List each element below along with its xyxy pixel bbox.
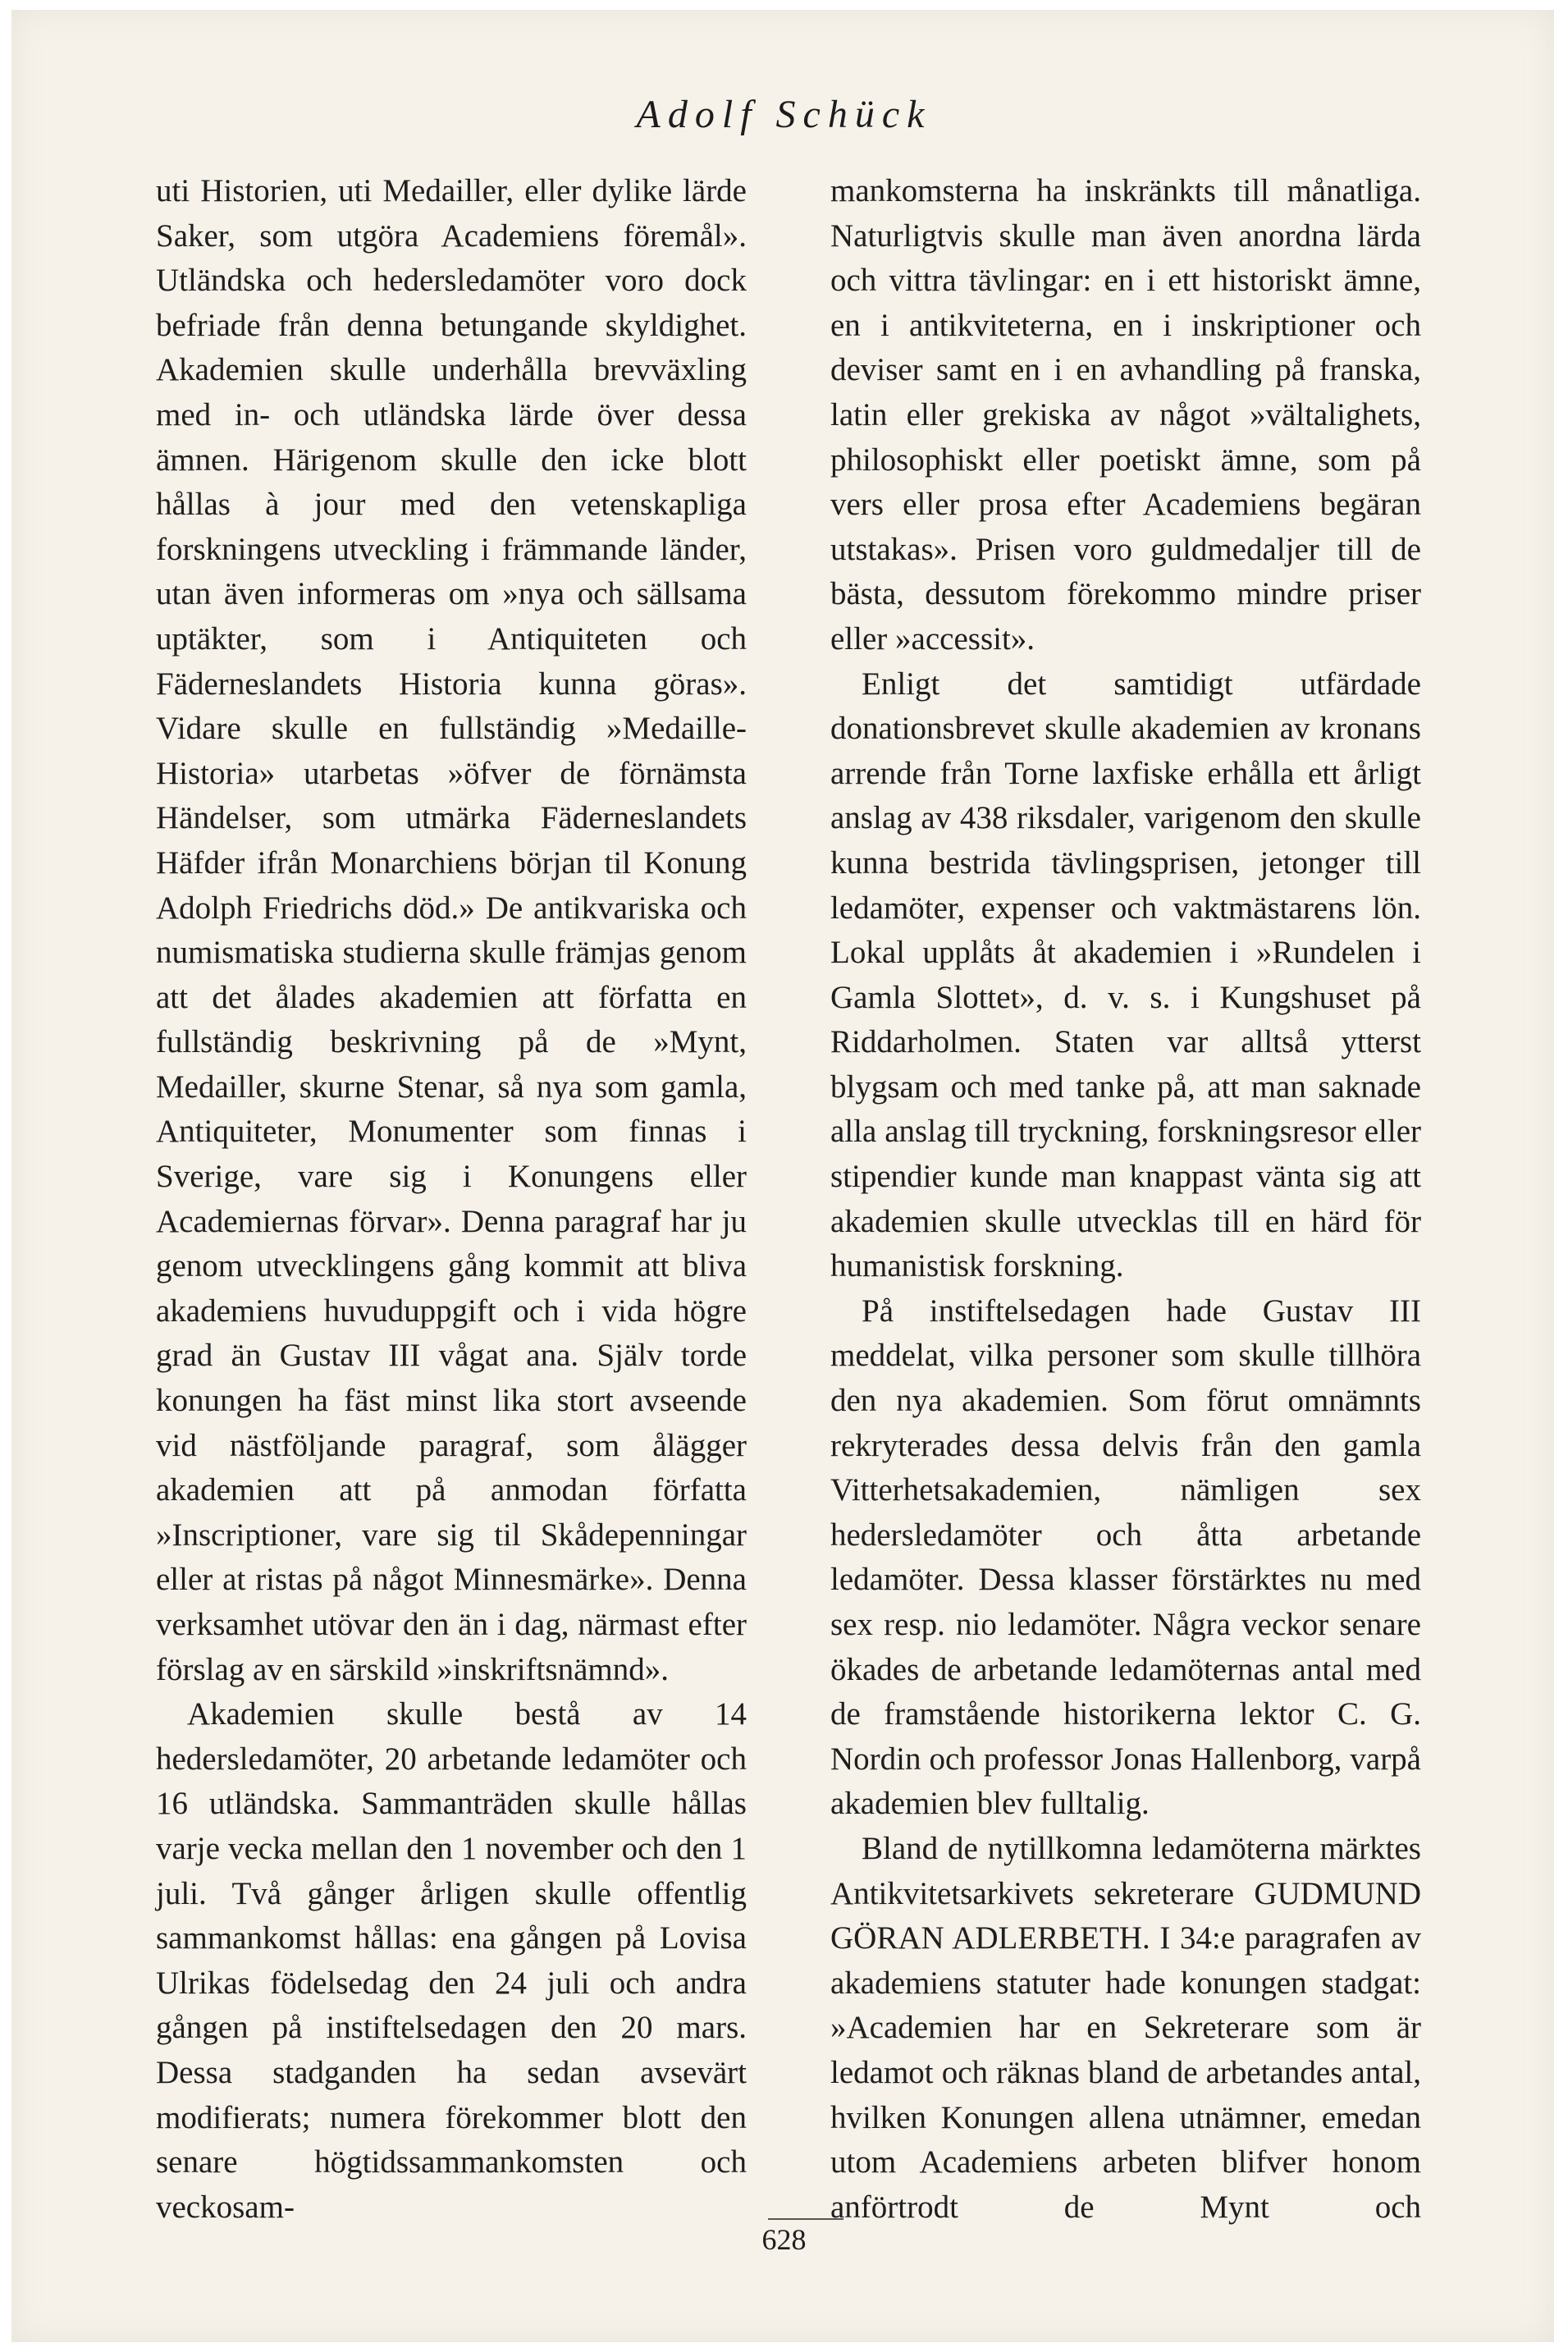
paragraph: Bland de nytillkomna ledamöterna märktes Antikvitetsarkivets sekreterare GUDMUND GÖRAN ADLERBETH. I 34:e paragrafen av akademiens statuter hade konungen stadgat: »Academien har en Sekreterare som är ledamot och räknas bland de arbetandes antal, hvilken Konungen allena utnämner, emedan utom Academiens arbeten blifver honom anförtrodt de Mynt och [830, 1830, 1421, 2225]
running-head: Adolf Schück [636, 93, 932, 136]
paragraph: På instiftelsedagen hade Gustav III meddelat, vilka personer som skulle tillhöra den nya akademien. Som förut omnämnts rekryterades dessa delvis från den gamla Vitterhetsakademien, nämligen sex hedersledamöter och åtta arbetande ledamöter. Dessa klasser förstärktes nu med sex resp. nio ledamöter. Några veckor senare ökades de arbetande ledamöternas antal med de framstående historikerna lektor C. G. Nordin och professor Jonas Hallenborg, varpå akademien blev fulltalig. [830, 1293, 1421, 1822]
paragraph: Enligt det samtidigt utfärdade donationsbrevet skulle akademien av kronans arrende från Torne laxfiske erhålla ett årligt anslag av 438 riksdaler, varigenom den skulle kunna bestrida tävlingsprisen, jetonger till ledamöter, expenser och vaktmästarens lön. Lokal upplåts åt akademien i »Rundelen i Gamla Slottet», d. v. s. i Kungshuset på Riddarholmen. Staten var alltså ytterst blygsam och med tanke på, att man saknade alla anslag till tryckning, forskningsresor eller stipendier kunde man knappast vänta sig att akademien skulle utvecklas till en härd för humanistisk forskning. [830, 666, 1421, 1284]
folio-rule [768, 2218, 843, 2220]
page-number: 628 [761, 2223, 807, 2256]
paragraph: uti Historien, uti Medailler, eller dylike lärde Saker, som utgöra Academiens föremål». Utländska och hedersledamöter voro dock befriade från denna betungande skyldighet. Akademien skulle underhålla brevväxling med in- och utländska lärde över dessa ämnen. Härigenom skulle den icke blott hållas à jour med den vetenskapliga forskningens utveckling i främmande länder, utan även informeras om »nya och sällsama uptäkter, som i Antiquiteten och Fäderneslandets Historia kunna göras». Vidare skulle en fullständig »Medaille-Historia» utarbetas »öfver de förnämsta Händelser, som utmärka Fäderneslandets Häfder ifrån Monarchiens början til Konung Adolph Friedrichs död.» De antikvariska och numismatiska studierna skulle främjas genom att det ålades akademien att författa en fullständig beskrivning på de »Mynt, Medailler, skurne Stenar, så nya som gamla, Antiquiteter, Monumenter som finnas i Sverige, vare sig i Konungens eller Academiernas förvar». Denna paragraf har ju genom utvecklingens gång kommit att bliva akademiens huvuduppgift och i vida högre grad än Gustav III vågat ana. Själv torde konungen ha fäst minst lika stort avseende vid nästföljande paragraf, som ålägger akademien att på anmodan författa »Inscriptioner, vare sig til Skådepenningar eller at ristas på något Minnesmärke». Denna verksamhet utövar den än i dag, närmast efter förslag av en särskild »inskriftsnämnd». [156, 173, 747, 1687]
right-column [830, 169, 1421, 2230]
paragraph: Akademien skulle bestå av 14 hedersledamöter, 20 arbetande ledamöter och 16 utländska. Sammanträden skulle hållas varje vecka mellan den 1 november och den 1 juli. Två gånger årligen skulle offentlig sammankomst hållas: ena gången på Lovisa Ulrikas födelsedag den 24 juli och andra gången på instiftelsedagen den 20 mars. Dessa stadganden ha sedan avsevärt modifierats; numera förekommer blott den senare högtidssammankomsten och veckosam- [156, 1696, 747, 2225]
left-column [156, 169, 747, 2230]
paragraph: mankomsterna ha inskränkts till månatliga. Naturligtvis skulle man även anordna lärda och vittra tävlingar: en i ett historiskt ämne, en i antikviteterna, en i inskriptioner och deviser samt en i en avhandling på franska, latin eller grekiska av något »vältalighets, philosophiskt eller poetiskt ämne, som på vers eller prosa efter Academiens begäran utstakas». Prisen voro guldmedaljer till de bästa, dessutom förekommo mindre priser eller »accessit». [830, 173, 1421, 657]
